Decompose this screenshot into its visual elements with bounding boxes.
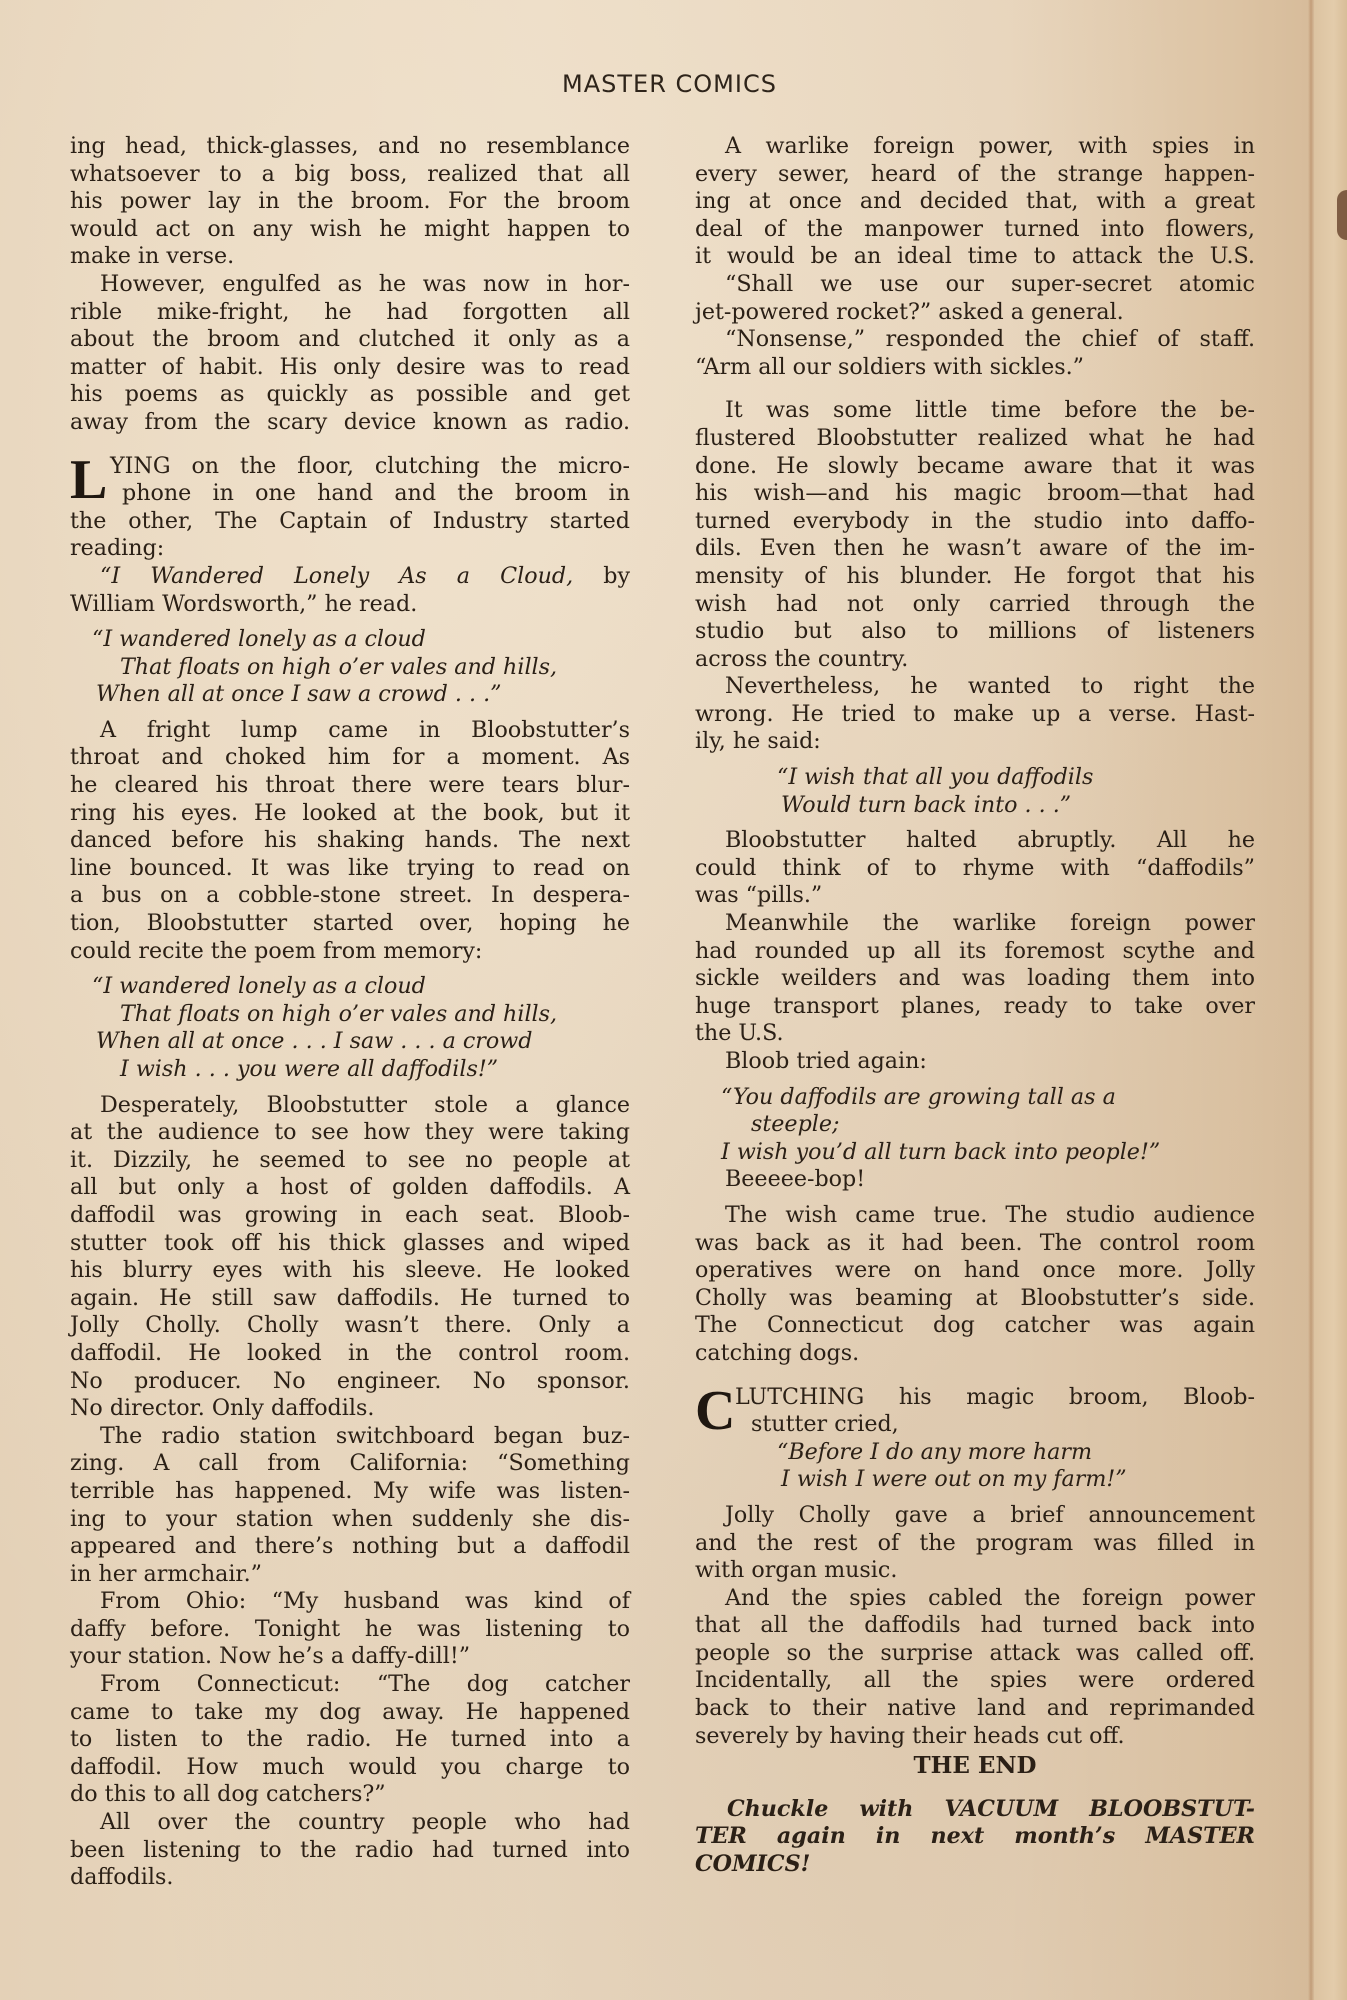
text-line: the U.S.: [695, 1020, 784, 1047]
paragraph: [695, 326, 1255, 381]
text-line: ring his eyes. He looked at the book, but it: [70, 799, 630, 826]
text-line: every sewer, heard of the strange happen-: [695, 160, 1255, 187]
text-line: came to take my dog away. He happened: [70, 1698, 630, 1725]
paragraph: [70, 133, 630, 271]
text-line: the other, The Captain of Industry started: [70, 507, 630, 534]
promo-line: Chuckle with VACUUM BLOOBSTUT-: [727, 1795, 1255, 1822]
text-line: daffodil. How much would you charge to: [70, 1753, 630, 1780]
text-line: that all the daffodils had turned back into: [695, 1612, 1255, 1639]
text-line: daffodil. He looked in the control room.: [70, 1339, 630, 1366]
text-line: his poems as quickly as possible and get: [70, 381, 630, 408]
text-line: reading:: [70, 535, 165, 562]
text-line: wrong. He tried to make up a verse. Hast-: [695, 700, 1255, 727]
text-line: danced before his shaking hands. The next: [70, 827, 630, 854]
paragraph: [70, 1092, 630, 1423]
text-line: a bus on a cobble-stone street. In despera-: [70, 882, 630, 909]
text-line: it. Dizzily, he seemed to see no people at: [70, 1146, 630, 1173]
text-line: No director. Only daffodils.: [70, 1395, 375, 1422]
poem-line: That floats on high o’er vales and hills,: [120, 653, 558, 680]
text-line: was back as it had been. The control room: [695, 1229, 1255, 1256]
poem-line: Would turn back into . . .”: [781, 791, 1072, 818]
promo-line: COMICS!: [695, 1851, 811, 1878]
section-drop-cap-paragraph: [70, 448, 630, 563]
text-line: A warlike foreign power, with spies in: [725, 133, 1255, 159]
text-line: William Wordsworth,” he read.: [70, 590, 418, 617]
text-line: was “pills.”: [695, 882, 823, 909]
text-line: Cholly was beaming at Bloobstutter’s side.: [695, 1284, 1255, 1311]
text-line: could think of to rhyme with “daffodils”: [695, 854, 1255, 881]
text-line: However, engulfed as he was now in hor-: [100, 270, 630, 297]
text-line: All over the country people who had: [100, 1809, 630, 1836]
text-line: Desperately, Bloobstutter stole a glance: [100, 1091, 630, 1118]
text-line: “Arm all our soldiers with sickles.”: [695, 353, 1085, 380]
text-line: appeared and there’s nothing but a daffodil: [70, 1533, 630, 1560]
text-line: would act on any wish he might happen to: [70, 215, 630, 242]
text-line: people so the surprise attack was called off.: [695, 1639, 1255, 1666]
text-line: dils. Even then he wasn’t aware of the im-: [695, 535, 1255, 562]
paragraph: [695, 1166, 1255, 1194]
paragraph: [695, 1585, 1255, 1751]
poem-line: steeple;: [751, 1111, 840, 1138]
text-line: wish had not only carried through the: [695, 590, 1255, 617]
drop-cap: C: [695, 1379, 736, 1442]
text-line: No producer. No engineer. No sponsor.: [70, 1367, 630, 1394]
text-line: The radio station switchboard began buz-: [100, 1422, 630, 1449]
poem-title-reference: [70, 563, 630, 618]
text-line: Bloobstutter halted abruptly. All he: [725, 827, 1255, 854]
text-line: severely by having their heads cut off.: [695, 1722, 1125, 1749]
text-line: Jolly Cholly. Cholly wasn’t there. Only a: [70, 1312, 630, 1339]
text-line: A fright lump came in Bloobstutter’s: [100, 716, 630, 743]
text-line: [70, 563, 630, 591]
poem-quote: [695, 1439, 1255, 1494]
text-line: catching dogs.: [695, 1339, 860, 1366]
adjacent-page-ink-mark: [1337, 190, 1347, 240]
text-span: YING on the floor, clutching the micro-: [110, 452, 630, 479]
text-line: with organ music.: [695, 1557, 898, 1584]
text-line: in her armchair.”: [70, 1560, 262, 1587]
text-line: The Connecticut dog catcher was again: [695, 1312, 1255, 1339]
text-line: daffodil was growing in each seat. Bloob-: [70, 1201, 630, 1228]
poem-quote: [70, 626, 630, 709]
text-line: rible mike-fright, he had forgotten all: [70, 298, 630, 325]
text-line: stutter took off his thick glasses and wiped: [70, 1229, 630, 1256]
text-line: done. He slowly became aware that it was: [695, 452, 1255, 479]
text-line: could recite the poem from memory:: [70, 937, 483, 964]
text-line: And the spies cabled the foreign power: [725, 1584, 1255, 1611]
text-span: by: [573, 562, 630, 589]
text-line: flustered Bloobstutter realized what he had: [695, 424, 1255, 451]
text-line: From Connecticut: “The dog catcher: [100, 1671, 630, 1698]
text-line: stutter cried,: [751, 1411, 899, 1438]
text-line: to listen to the radio. He turned into a: [70, 1726, 630, 1753]
text-line: operatives were on hand once more. Jolly: [695, 1257, 1255, 1284]
paragraph: [70, 1588, 630, 1671]
text-line: Incidentally, all the spies were ordered: [695, 1667, 1255, 1694]
poem-line: That floats on high o’er vales and hills,: [120, 1000, 558, 1027]
text-line: tion, Bloobstutter started over, hoping he: [70, 910, 630, 937]
text-line: daffodils.: [70, 1864, 174, 1891]
text-line: about the broom and clutched it only as a: [70, 326, 630, 353]
the-end-heading: THE END: [913, 1752, 1037, 1780]
text-line: “Shall we use our super-secret atomic: [725, 270, 1255, 297]
text-line: The wish came true. The studio audience: [725, 1201, 1255, 1228]
poem-line: I wish I were out on my farm!”: [781, 1466, 1127, 1493]
poem-title: “I Wandered Lonely As a Cloud,: [100, 562, 574, 589]
text-line: and the rest of the program was filled in: [695, 1529, 1255, 1556]
text-line: whatsoever to a big boss, realized that all: [70, 160, 630, 187]
next-issue-promo: [695, 1796, 1255, 1879]
text-line: ing head, thick-glasses, and no resemblance: [70, 133, 630, 159]
text-line: ing at once and decided that, with a great: [695, 188, 1255, 215]
drop-cap: L: [70, 448, 108, 511]
paragraph: [70, 1423, 630, 1589]
paragraph: [695, 133, 1255, 271]
text-line: jet-powered rocket?” asked a general.: [695, 298, 1124, 325]
text-line: huge transport planes, ready to take over: [695, 992, 1255, 1019]
magazine-title: MASTER COMICS: [562, 70, 777, 98]
section-drop-cap-paragraph: [695, 1379, 1255, 1442]
paragraph: [70, 1809, 630, 1892]
text-line: away from the scary device known as radio.: [70, 408, 630, 435]
left-column: [70, 133, 630, 1892]
poem-quote: [695, 1084, 1255, 1167]
text-line: it would be an ideal time to attack the U.S.: [695, 243, 1255, 270]
text-line: Meanwhile the warlike foreign power: [725, 910, 1255, 937]
paragraph: [70, 717, 630, 965]
poem-line: “I wish that all you daffodils: [777, 764, 1094, 791]
text-line: From Ohio: “My husband was kind of: [100, 1588, 630, 1615]
text-line: his blurry eyes with his sleeve. He looked: [70, 1257, 630, 1284]
text-line: Nevertheless, he wanted to right the: [725, 673, 1255, 700]
poem-line: When all at once . . . I saw . . . a crowd: [96, 1028, 533, 1055]
text-line: across the country.: [695, 645, 909, 672]
text-line: “Nonsense,” responded the chief of staff.: [725, 326, 1255, 353]
text-line: mensity of his blunder. He forgot that his: [695, 562, 1255, 589]
page-header: [0, 70, 1347, 98]
text-line: again. He still saw daffodils. He turned to: [70, 1284, 630, 1311]
text-line: back to their native land and reprimanded: [695, 1695, 1255, 1722]
poem-line: “I wandered lonely as a cloud: [92, 626, 426, 653]
text-line: he cleared his throat there were tears blur-: [70, 772, 630, 799]
text-line: Bloob tried again:: [725, 1048, 927, 1074]
paragraph: [695, 1502, 1255, 1585]
poem-line: “You daffodils are growing tall as a: [721, 1083, 1116, 1110]
paragraph: [70, 1671, 630, 1809]
paragraph: [695, 673, 1255, 756]
paragraph: [695, 397, 1255, 673]
text-line: line bounced. It was like trying to read on: [70, 854, 630, 881]
paragraph: [695, 1202, 1255, 1368]
poem-line: “Before I do any more harm: [777, 1438, 1093, 1465]
paragraph: [695, 910, 1255, 1048]
text-line: phone in one hand and the broom in: [122, 480, 630, 507]
text-line: daffy before. Tonight he was listening to: [70, 1615, 630, 1642]
paragraph: [695, 271, 1255, 326]
text-line: turned everybody in the studio into daffo-: [695, 507, 1255, 534]
text-line: been listening to the radio had turned into: [70, 1836, 630, 1863]
text-line: deal of the manpower turned into flowers,: [695, 215, 1255, 242]
paragraph: [695, 1048, 1255, 1076]
text-line: terrible has happened. My wife was listen-: [70, 1477, 630, 1504]
text-line: It was some little time before the be-: [725, 397, 1255, 424]
text-line: his wish—and his magic broom—that had: [695, 480, 1255, 507]
text-line: matter of habit. His only desire was to read: [70, 353, 630, 380]
text-span: LUTCHING his magic broom, Bloob-: [735, 1383, 1255, 1410]
text-line: all but only a host of golden daffodils. A: [70, 1174, 630, 1201]
text-line: ing to your station when suddenly she dis-: [70, 1505, 630, 1532]
paragraph: [695, 827, 1255, 910]
text-line: sickle weilders and was loading them into: [695, 965, 1255, 992]
text-line: throat and choked him for a moment. As: [70, 744, 630, 771]
text-line: do this to all dog catchers?”: [70, 1781, 386, 1808]
promo-line: TER again in next month’s MASTER: [695, 1823, 1255, 1850]
adjacent-page-edge: [1314, 0, 1347, 2000]
text-line: make in verse.: [70, 243, 235, 270]
text-line: ily, he said:: [695, 728, 821, 755]
text-line: zing. A call from California: “Something: [70, 1450, 630, 1477]
right-column: [695, 133, 1255, 1879]
poem-line: I wish you’d all turn back into people!”: [721, 1138, 1161, 1165]
text-line: your station. Now he’s a daffy-dill!”: [70, 1643, 471, 1670]
text-line: had rounded up all its foremost scythe and: [695, 937, 1255, 964]
poem-line: “I wandered lonely as a cloud: [92, 973, 426, 1000]
text-line: Beeeee-bop!: [725, 1166, 866, 1193]
poem-line: When all at once I saw a crowd . . .”: [96, 681, 502, 708]
text-line: at the audience to see how they were taking: [70, 1119, 630, 1146]
poem-quote: [695, 764, 1255, 819]
poem-quote: [70, 973, 630, 1083]
text-line: his power lay in the broom. For the broom: [70, 188, 630, 215]
text-line: studio but also to millions of listeners: [695, 618, 1255, 645]
poem-line: I wish . . . you were all daffodils!”: [120, 1056, 499, 1082]
text-line: Jolly Cholly gave a brief announcement: [725, 1501, 1255, 1528]
paragraph: [70, 271, 630, 437]
